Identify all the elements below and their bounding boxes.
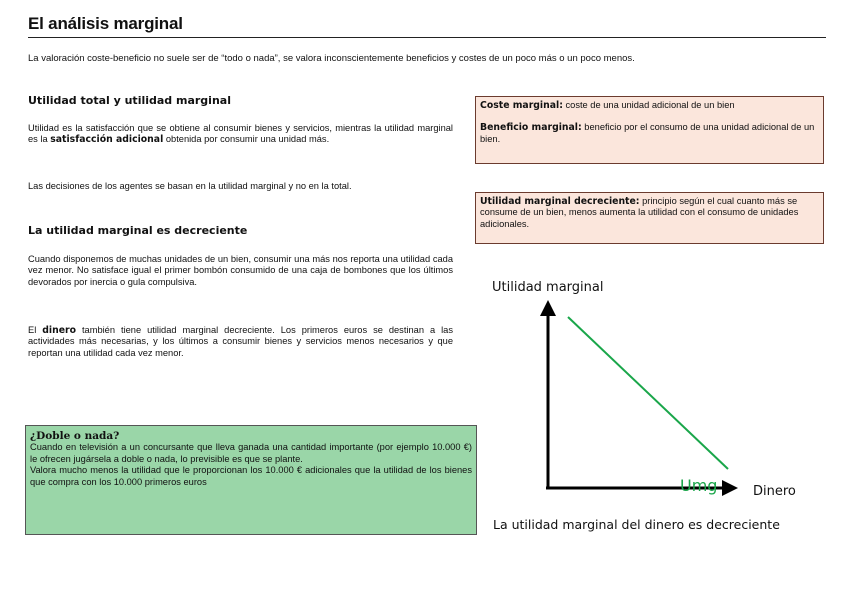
paragraph-decisions: Las decisiones de los agentes se basan en la utilidad marginal y no en la total. bbox=[28, 181, 352, 191]
title-divider bbox=[28, 37, 826, 38]
benefit-marginal-definition: beneficio por el consumo de una unidad adicional de un bien. bbox=[480, 122, 815, 144]
p1-text-start: Utilidad es la satisfacción que se obtiene al consumir bienes y servicios, mientras la utilidad marginal es la bbox=[28, 123, 453, 145]
benefit-marginal-term: Beneficio marginal: bbox=[480, 122, 582, 134]
paragraph-bonbons: Cuando disponemos de muchas unidades de un bien, consumir una más nos reporta una utilidad cada vez menor. No satisface igual el primer bombón consumido de una caja de bombones que los últimos devorados por inercia o gula compulsiva. bbox=[28, 254, 453, 287]
decreasing-term: Utilidad marginal decreciente: bbox=[480, 196, 640, 207]
p4-text-end: también tiene utilidad marginal decreciente. Los primeros euros se destinan a las actividades más necesarias, y los últimos a consumir bienes y servicios menos necesarios y que reportan una utilidad cada vez menor. bbox=[28, 325, 453, 358]
umg-series-label: Umg bbox=[680, 476, 718, 495]
definition-box-decreasing bbox=[475, 192, 824, 244]
double-or-nothing-heading: ¿Doble o nada? bbox=[30, 430, 120, 442]
benefit-marginal-line bbox=[480, 122, 819, 145]
y-axis-label: Utilidad marginal bbox=[492, 280, 604, 295]
x-axis-label: Dinero bbox=[753, 484, 796, 499]
intro-text: La valoración coste-beneficio no suele ser de “todo o nada”, se valora inconscientemente beneficios y costes de un poco más o un poco menos. bbox=[28, 53, 635, 64]
paragraph-utility-definition bbox=[28, 123, 453, 146]
umg-series-line bbox=[568, 317, 728, 469]
page-title: El análisis marginal bbox=[28, 14, 183, 33]
x-axis-arrowhead bbox=[722, 480, 738, 496]
decreasing-definition: principio según el cual cuanto más se consume de un bien, menos aumenta la utilidad con el consumo de unidades adicionales. bbox=[480, 196, 799, 229]
p4-text-start: El bbox=[28, 325, 43, 335]
chart-caption: La utilidad marginal del dinero es decreciente bbox=[493, 517, 780, 532]
paragraph-money bbox=[28, 325, 453, 359]
cost-marginal-line bbox=[480, 100, 819, 111]
cost-marginal-term: Coste marginal: bbox=[480, 100, 563, 111]
y-axis-arrowhead bbox=[540, 300, 556, 316]
definition-box-cost-benefit bbox=[475, 96, 824, 164]
p1-text-end: obtenida por consumir una unidad más. bbox=[163, 134, 330, 145]
double-or-nothing-box bbox=[25, 425, 477, 535]
double-or-nothing-text-1: Cuando en televisión a un concursante que lleva ganada una cantidad importante (por ejemplo 10.000 €) le ofrecen jugársela a doble o nada, lo previsible es que se plante. bbox=[30, 442, 472, 464]
marginal-utility-chart bbox=[480, 270, 840, 540]
heading-total-marginal: Utilidad total y utilidad marginal bbox=[28, 94, 231, 107]
p1-bold-term: satisfacción adicional bbox=[50, 134, 164, 146]
heading-decreasing-utility: La utilidad marginal es decreciente bbox=[28, 224, 248, 237]
double-or-nothing-text bbox=[30, 442, 472, 488]
double-or-nothing-text-2: Valora mucho menos la utilidad que le proporcionan los 10.000 € adicionales que la utilidad de los bienes que compra con los 10.000 primeros euros bbox=[30, 465, 472, 487]
cost-marginal-definition: coste de una unidad adicional de un bien bbox=[562, 100, 735, 110]
p4-bold-term: dinero bbox=[42, 325, 76, 336]
